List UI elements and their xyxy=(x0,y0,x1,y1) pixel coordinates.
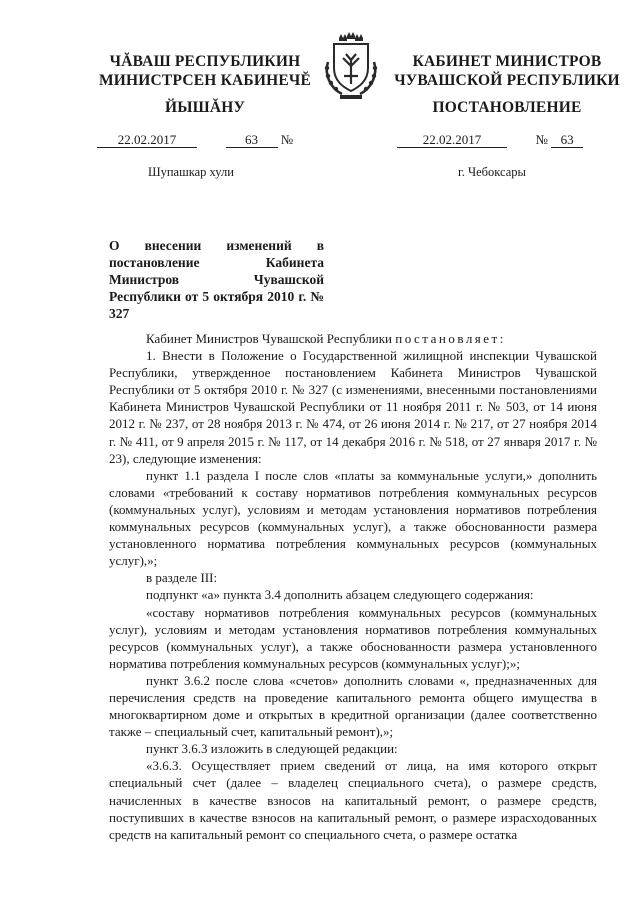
body-paragraph-5: подпункт «а» пункта 3.4 дополнить абзацем следующего содержания: xyxy=(146,587,534,603)
body-paragraph-4: в разделе III: xyxy=(146,570,218,586)
header-left-line2: МИНИСТРСЕН КАБИНЕЧĔ xyxy=(98,72,312,89)
header-left-chuvash xyxy=(95,52,315,90)
body-paragraph-3: пункт 1.1 раздела I после слов «платы за коммунальные услуги,» дополнить словами «требований к составу нормативов потребления коммунальных ресурсов (коммунальных услуг), условиям и методам установления нормативов потребления коммунальных ресурсов (коммунальных услуг), а также обоснованности размера установленного норматива потребления коммунальных ресурсов (коммунальных услуг),»; xyxy=(109,467,597,569)
doctype-right: ПОСТАНОВЛЕНИЕ xyxy=(432,99,582,116)
city-left: Шупашкар хули xyxy=(148,165,234,179)
header-right-line1: КАБИНЕТ МИНИСТРОВ xyxy=(412,53,602,70)
body-p1-text: Кабинет Министров Чувашской Республики xyxy=(146,331,396,346)
left-number: 63 xyxy=(226,133,278,148)
document-body xyxy=(109,330,597,843)
doctype-left: ЙЫШĂНУ xyxy=(164,99,246,116)
body-paragraph-1 xyxy=(109,330,597,347)
body-paragraph-7: пункт 3.6.2 после слова «счетов» дополнить словами «, предназначенных для перечисления средств на проведение капитального ремонта общего имущества в многоквартирном доме и открытых в кредитной организации (далее соответственно также – специальный счет, капитальный ремонт),»; xyxy=(109,672,597,740)
body-paragraph-9: «3.6.3. Осуществляет прием сведений от лица, на имя которого открыт специальный счет (далее – владелец специального счета), о размере средств, начисленных в качестве взносов на капитальный ремонт, о размере средств, поступивших в качестве взносов на капитальный ремонт, о размере израсходованных средств на капитальный ремонт со специального счета, о размере остатка xyxy=(109,758,597,842)
body-p1-spaced: постановляет: xyxy=(395,331,506,346)
document-title: О внесении изменений в постановление Кабинета Министров Чувашской Республики от 5 октября 2010 г. № 327 xyxy=(109,238,324,321)
chuvash-emblem-icon xyxy=(322,32,380,102)
right-number: 63 xyxy=(551,133,583,148)
number-line-left xyxy=(97,132,293,148)
right-date: 22.02.2017 xyxy=(397,133,507,148)
header-right-russian xyxy=(382,52,632,90)
right-number-sign: № xyxy=(535,132,548,147)
body-paragraph-6: «составу нормативов потребления коммунальных ресурсов (коммунальных услуг), условиям и методам установления нормативов потребления коммунальных ресурсов (коммунальных услуг), а также обоснованности размера установленного норматива потребления коммунальных ресурсов (коммунальных услуг);»; xyxy=(109,604,597,671)
left-date: 22.02.2017 xyxy=(97,133,197,148)
city-right: г. Чебоксары xyxy=(458,165,526,179)
number-line-right xyxy=(397,132,583,148)
header-right-line2: ЧУВАШСКОЙ РЕСПУБЛИКИ xyxy=(394,72,620,89)
left-number-sign: № xyxy=(280,132,294,147)
body-paragraph-8: пункт 3.6.3 изложить в следующей редакции: xyxy=(146,741,398,757)
body-paragraph-2: 1. Внести в Положение о Государственной жилищной инспекции Чувашской Республики, утвержденное постановлением Кабинета Министров Чувашской Республики от 5 октября 2010 г. № 327 (с изменениями, внесенными постановлениями Кабинета Министров Чувашской Республики от 11 ноября 2011 г. № 503, от 14 июня 2012 г. № 237, от 28 ноября 2013 г. № 474, от 26 июня 2014 г. № 217, от 27 ноября 2014 г. № 411, от 9 апреля 2015 г. № 117, от 14 декабря 2016 г. № 518, от 27 января 2017 г. № 23), следующие изменения: xyxy=(109,348,597,466)
header-left-line1: ЧĂВАШ РЕСПУБЛИКИН xyxy=(109,53,301,70)
